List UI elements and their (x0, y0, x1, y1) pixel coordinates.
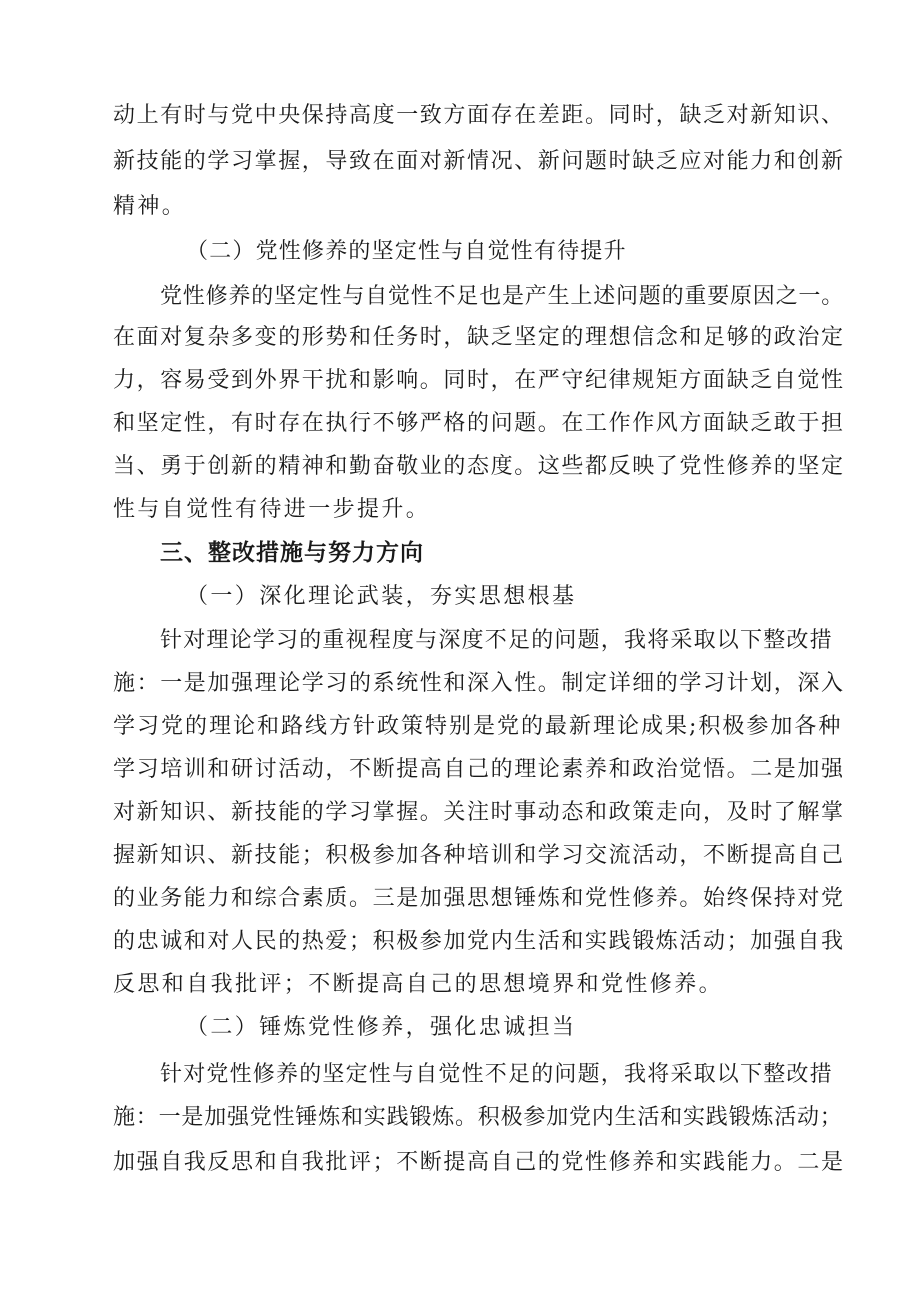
subsection-heading: （二）党性修养的坚定性与自觉性有待提升 (186, 239, 627, 264)
body-text-line: 握新知识、新技能；积极参加各种培训和学习交流活动，不断提高自己 (113, 843, 845, 868)
body-text-line: 和坚定性，有时存在执行不够严格的问题。在工作作风方面缺乏敢于担 (113, 411, 845, 436)
body-text-line: 在面对复杂多变的形势和任务时，缺乏坚定的理想信念和足够的政治定 (113, 325, 845, 350)
body-text-line: 精神。 (113, 194, 187, 219)
body-text-line: 反思和自我批评；不断提高自己的思想境界和党性修养。 (113, 972, 724, 997)
body-text-line: 学习培训和研讨活动，不断提高自己的理论素养和政治觉悟。二是加强 (113, 757, 845, 782)
subsection-heading: （一）深化理论武装，夯实思想根基 (186, 584, 577, 609)
body-text-line: 学习党的理论和路线方针政策特别是党的最新理论成果;积极参加各种 (113, 714, 843, 739)
body-text-line: 针对党性修养的坚定性与自觉性不足的问题，我将采取以下整改措 (160, 1062, 833, 1087)
body-text-line: 加强自我反思和自我批评；不断提高自己的党性修养和实践能力。二是 (113, 1150, 845, 1175)
body-text-line: 施：一是加强党性锤炼和实践锻炼。积极参加党内生活和实践锻炼活动； (113, 1105, 843, 1130)
body-text-line: 力，容易受到外界干扰和影响。同时，在严守纪律规矩方面缺乏自觉性 (113, 368, 845, 393)
body-text-line: 的业务能力和综合素质。三是加强思想锤炼和党性修养。始终保持对党 (113, 886, 845, 911)
body-text-line: 对新知识、新技能的学习掌握。关注时事动态和政策走向，及时了解掌 (113, 800, 845, 825)
body-text-line: 当、勇于创新的精神和勤奋敬业的态度。这些都反映了党性修养的坚定 (113, 454, 845, 479)
body-text-line: 的忠诚和对人民的热爱；积极参加党内生活和实践锻炼活动；加强自我 (113, 929, 845, 954)
body-text-line: 性与自觉性有待进一步提升。 (113, 497, 431, 522)
body-text-line: 党性修养的坚定性与自觉性不足也是产生上述问题的重要原因之一。 (160, 284, 845, 309)
body-text-line: 施：一是加强理论学习的系统性和深入性。制定详细的学习计划，深入 (113, 671, 845, 696)
body-text-line: 新技能的学习掌握，导致在面对新情况、新问题时缺乏应对能力和创新 (113, 149, 845, 174)
subsection-heading: （二）锤炼党性修养，强化忠诚担当 (186, 1015, 577, 1040)
section-heading: 三、整改措施与努力方向 (160, 540, 424, 566)
body-text-line: 针对理论学习的重视程度与深度不足的问题，我将采取以下整改措 (160, 628, 833, 653)
body-text-line: 动上有时与党中央保持高度一致方面存在差距。同时，缺乏对新知识、 (113, 103, 845, 128)
